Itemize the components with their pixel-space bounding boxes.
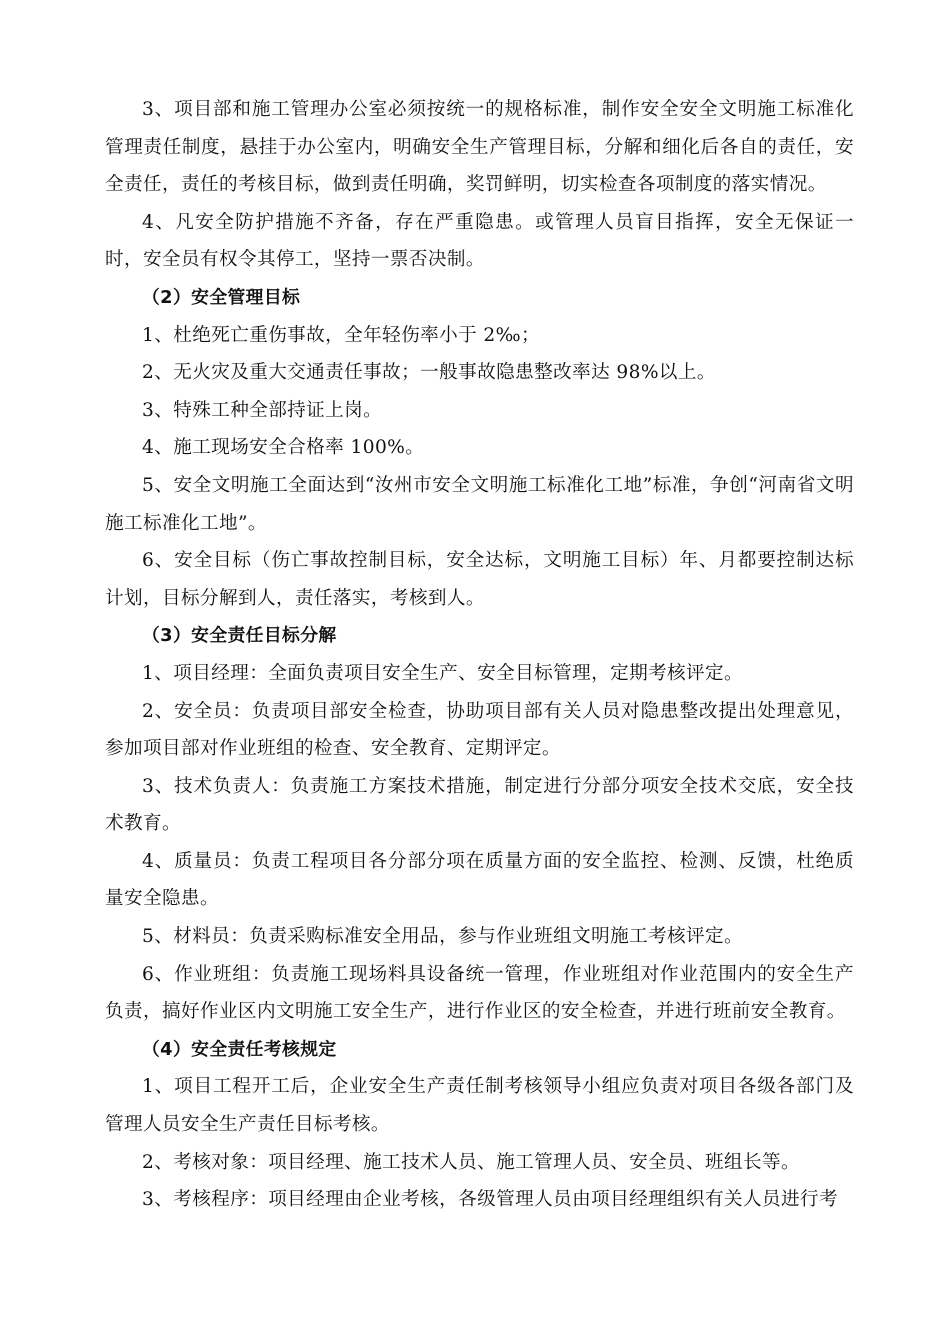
section-heading-responsibility-breakdown: （3）安全责任目标分解	[142, 625, 337, 647]
paragraph-assessment-1: 1、项目工程开工后，企业安全生产责任制考核领导小组应负责对项目各级各部门及管理人员安全生产责任目标考核。	[105, 1076, 854, 1136]
section-heading-safety-goals: （2）安全管理目标	[142, 286, 301, 308]
paragraph-role-technical-lead: 3、技术负责人：负责施工方案技术措施，制定进行分部分项安全技术交底，安全技术教育。	[105, 775, 854, 835]
paragraph-assessment-2: 2、考核对象：项目经理、施工技术人员、施工管理人员、安全员、班组长等。	[142, 1151, 801, 1173]
paragraph-role-project-manager: 1、项目经理：全面负责项目安全生产、安全目标管理，定期考核评定。	[142, 662, 744, 684]
paragraph-goal-1: 1、杜绝死亡重伤事故，全年轻伤率小于 2‰；	[142, 324, 541, 346]
paragraph-goal-4: 4、施工现场安全合格率 100%。	[142, 437, 425, 459]
paragraph-goal-6: 6、安全目标（伤亡事故控制目标，安全达标，文明施工目标）年、月都要控制达标计划，目标分解到人，责任落实，考核到人。	[105, 550, 854, 609]
paragraph-goal-3: 3、特殊工种全部持证上岗。	[142, 399, 383, 421]
paragraph-item-3-responsibility-system: 3、项目部和施工管理办公室必须按统一的规格标准，制作安全安全文明施工标准化管理责任制度，悬挂于办公室内，明确安全生产管理目标，分解和细化后各自的责任，安全责任，责任的考核目标，做到责任明确，奖罚鲜明，切实检查各项制度的落实情况。	[105, 99, 854, 196]
paragraph-goal-2: 2、无火灾及重大交通责任事故；一般事故隐患整改率达 98%以上。	[142, 362, 716, 384]
paragraph-item-4-stop-work-authority: 4、凡安全防护措施不齐备，存在严重隐患。或管理人员盲目指挥，安全无保证一时，安全员有权令其停工，坚持一票否决制。	[105, 211, 854, 271]
section-heading-assessment-rules: （4）安全责任考核规定	[142, 1038, 337, 1060]
paragraph-role-safety-officer: 2、安全员：负责项目部安全检查，协助项目部有关人员对隐患整改提出处理意见，参加项目部对作业班组的检查、安全教育、定期评定。	[105, 700, 854, 760]
paragraph-role-materials-officer: 5、材料员：负责采购标准安全用品，参与作业班组文明施工考核评定。	[142, 926, 744, 948]
paragraph-assessment-3: 3、考核程序：项目经理由企业考核，各级管理人员由项目经理组织有关人员进行考	[142, 1189, 839, 1211]
paragraph-goal-5: 5、安全文明施工全面达到“汝州市安全文明施工标准化工地”标准，争创“河南省文明施工标准化工地”。	[105, 474, 854, 534]
paragraph-role-quality-officer: 4、质量员：负责工程项目各分部分项在质量方面的安全监控、检测、反馈，杜绝质量安全隐患。	[105, 850, 854, 910]
paragraph-role-work-team: 6、作业班组：负责施工现场料具设备统一管理，作业班组对作业范围内的安全生产负责，搞好作业区内文明施工安全生产，进行作业区的安全检查，并进行班前安全教育。	[105, 963, 854, 1023]
